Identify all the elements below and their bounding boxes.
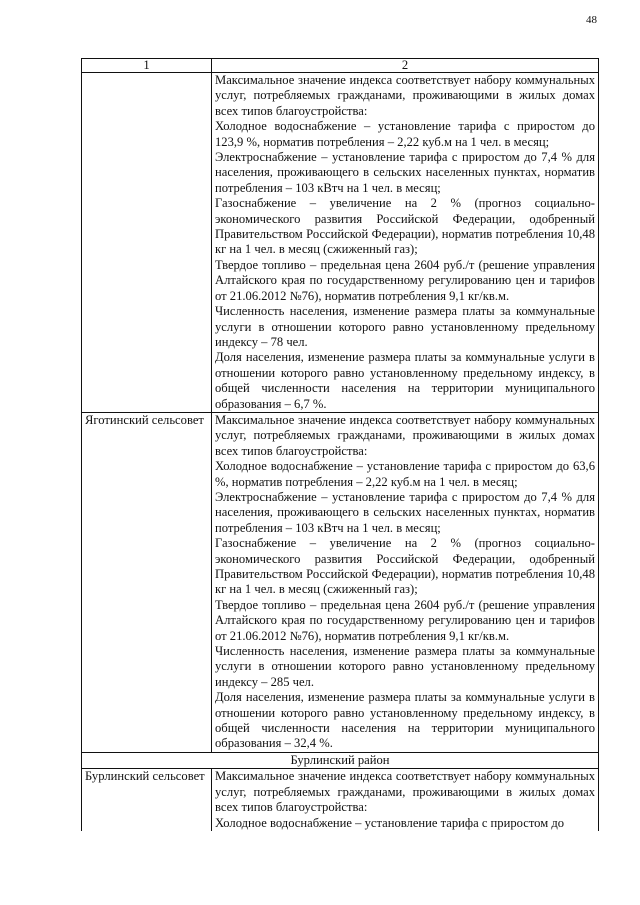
table-header-row [82, 59, 599, 73]
row-content [212, 769, 599, 831]
paragraph: Электроснабжение – установление тарифа с приростом до 7,4 % для населения, проживающего в сельских населенных пунктах, норматив потребления – 103 кВтч на 1 чел. в месяц; [215, 150, 595, 195]
paragraph: Доля населения, изменение размера платы за коммунальные услуги в отношении которого равно установленному предельному индексу, в общей численности населения на территории муниципального образования – 32,4 %. [215, 690, 595, 751]
page-number: 48 [586, 14, 597, 26]
row-content [212, 73, 599, 413]
table-row [82, 769, 599, 831]
municipality-name: Яготинский сельсовет [82, 412, 212, 752]
paragraph: Максимальное значение индекса соответствует набору коммунальных услуг, потребляемых гражданами, проживающими в жилых домах всех типов благоустройства: [215, 412, 595, 458]
column-header-1: 1 [82, 59, 212, 73]
table-row [82, 73, 599, 413]
paragraph: Газоснабжение – увеличение на 2 % (прогноз социально-экономического развития Российской Федерации, одобренный Правительством Российской Федерации), норматив потребления 10,48 кг на 1 чел. в месяц (сжиженный газ); [215, 536, 595, 597]
row-content [212, 412, 599, 752]
paragraph: Электроснабжение – установление тарифа с приростом до 7,4 % для населения, проживающего в сельских населенных пунктах, норматив потребления – 103 кВтч на 1 чел. в месяц; [215, 489, 595, 535]
paragraph: Численность населения, изменение размера платы за коммунальные услуги в отношении которого равно установленному предельному индексу – 285 чел. [215, 644, 595, 689]
paragraph: Численность населения, изменение размера платы за коммунальные услуги в отношении которого равно установленному предельному индексу – 78 чел. [215, 304, 595, 349]
column-header-2: 2 [212, 59, 599, 73]
paragraph: Максимальное значение индекса соответствует набору коммунальных услуг, потребляемых гражданами, проживающими в жилых домах всех типов благоустройства: [215, 73, 595, 118]
paragraph: Доля населения, изменение размера платы за коммунальные услуги в отношении которого равно установленному предельному индексу, в общей численности населения на территории муниципального образования – 6,7 %. [215, 350, 595, 411]
municipality-name [82, 73, 212, 413]
paragraph: Холодное водоснабжение – установление тарифа с приростом до 123,9 %, норматив потребления – 2,22 куб.м на 1 чел. в месяц; [215, 119, 595, 149]
district-row [82, 752, 599, 768]
paragraph: Максимальное значение индекса соответствует набору коммунальных услуг, потребляемых гражданами, проживающими в жилых домах всех типов благоустройства: [215, 769, 595, 815]
paragraph: Холодное водоснабжение – установление тарифа с приростом до 63,6 %, норматив потребления – 2,22 куб.м на 1 чел. в месяц; [215, 459, 595, 489]
paragraph: Твердое топливо – предельная цена 2604 руб./т (решение управления Алтайского края по государственному регулированию цен и тарифов от 21.06.2012 №76), норматив потребления 9,1 кг/кв.м. [215, 257, 595, 303]
paragraph: Газоснабжение – увеличение на 2 % (прогноз социально-экономического развития Российской Федерации, одобренный Правительством Российской Федерации), норматив потребления 10,48 кг на 1 чел. в месяц (сжиженный газ); [215, 196, 595, 257]
paragraph: Твердое топливо – предельная цена 2604 руб./т (решение управления Алтайского края по государственному регулированию цен и тарифов от 21.06.2012 №76), норматив потребления 9,1 кг/кв.м. [215, 597, 595, 643]
document-table [81, 58, 599, 831]
paragraph: Холодное водоснабжение – установление тарифа с приростом до [215, 815, 565, 830]
district-name: Бурлинский район [82, 752, 599, 768]
table-row [82, 412, 599, 752]
municipality-name: Бурлинский сельсовет [82, 769, 212, 831]
